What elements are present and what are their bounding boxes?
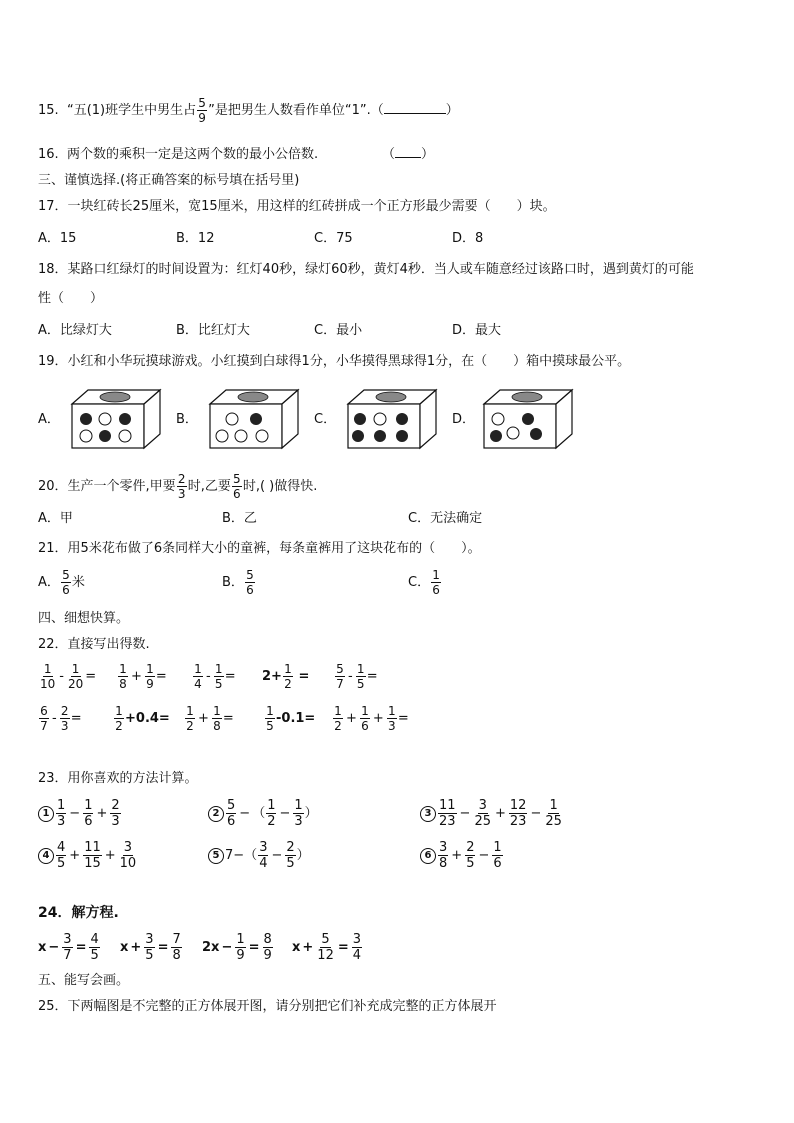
answer-blank[interactable] bbox=[395, 157, 421, 158]
q19-label-d[interactable]: D． bbox=[452, 412, 476, 427]
q20-option-a[interactable]: A．甲 bbox=[38, 511, 73, 526]
section-3-heading: 三、谨慎选择.(将正确答案的标号填在括号里) bbox=[38, 173, 300, 188]
q22-expr-1: $\frac{1}{10}$ - $\frac{1}{20}$ = bbox=[40, 662, 97, 691]
q24-eq-3: 2x − $\frac{1}{9}$ = $\frac{8}{9}$ bbox=[202, 932, 272, 963]
q18-option-b[interactable]: B．比红灯大 bbox=[176, 323, 250, 338]
q21: 21．用5米花布做了6条同样大小的童裤，每条童裤用了这块花布的（ ）。 bbox=[38, 541, 481, 556]
q20-option-b[interactable]: B．乙 bbox=[222, 511, 257, 526]
q24-eq-1: x − $\frac{3}{7}$ = $\frac{4}{5}$ bbox=[38, 932, 99, 963]
q24-eq-4: x + $\frac{5}{12}$ = $\frac{3}{4}$ bbox=[292, 932, 362, 963]
q17-option-a[interactable]: A．15 bbox=[38, 231, 77, 246]
q21-option-a[interactable]: A． $\frac{5}{6}$ 米 bbox=[38, 568, 85, 597]
q23-expr-3: 3 $\frac{11}{23}$ − $\frac{3}{25}$ + $\frac{12}{23}$ − $\frac{1}{25}$ bbox=[420, 798, 564, 829]
q22-expr-5: $\frac{5}{7}$ - $\frac{1}{5}$ = bbox=[336, 662, 378, 691]
q23: 23．用你喜欢的方法计算。 bbox=[38, 771, 198, 786]
q16: 16. 两个数的乘积一定是这两个数的最小公倍数. （ ） bbox=[38, 147, 435, 162]
answer-blank[interactable] bbox=[384, 113, 446, 114]
ball-box-a-icon bbox=[68, 386, 162, 450]
ball-box-d-icon bbox=[480, 386, 574, 450]
section-5-heading: 五、能写会画。 bbox=[38, 973, 130, 988]
ball-box-c-icon bbox=[344, 386, 438, 450]
q25: 25．下两幅图是不完整的正方体展开图，请分别把它们补充成完整的正方体展开 bbox=[38, 999, 497, 1014]
q18-option-c[interactable]: C．最小 bbox=[314, 323, 363, 338]
q22-expr-6: $\frac{6}{7}$ - $\frac{2}{3}$ = bbox=[40, 704, 82, 733]
q17-option-c[interactable]: C．75 bbox=[314, 231, 353, 246]
q22-expr-4: 2+ $\frac{1}{2}$ = bbox=[262, 662, 310, 691]
q15: 15. “五(1)班学生中男生占 $\frac{5}{9}$ ”是把男生人数看作单位“1”.（ ） bbox=[38, 96, 459, 125]
q22-expr-8: $\frac{1}{2}$ + $\frac{1}{8}$ = bbox=[186, 704, 234, 733]
q22-expr-9: $\frac{1}{5}$ -0.1= bbox=[266, 704, 316, 733]
q21-option-c[interactable]: C． $\frac{1}{6}$ bbox=[408, 568, 440, 597]
q24: 24．解方程. bbox=[38, 905, 119, 921]
q23-expr-4: 4 $\frac{4}{5}$ + $\frac{11}{15}$ + $\frac{3}{10}$ bbox=[38, 840, 138, 871]
q23-expr-2: 2 $\frac{5}{6}$ − （ $\frac{1}{2}$ − $\frac{1}{3}$ ） bbox=[208, 798, 318, 829]
q22-expr-7: $\frac{1}{2}$ +0.4= bbox=[115, 704, 170, 733]
section-4-heading: 四、细想快算。 bbox=[38, 611, 130, 626]
q19: 19．小红和小华玩摸球游戏。小红摸到白球得1分，小华摸得黑球得1分，在（ ）箱中摸球最公平。 bbox=[38, 354, 631, 369]
q22-expr-3: $\frac{1}{4}$ - $\frac{1}{5}$ = bbox=[194, 662, 236, 691]
q22: 22．直接写出得数. bbox=[38, 637, 150, 652]
q17-option-d[interactable]: D．8 bbox=[452, 231, 484, 246]
q18-option-d[interactable]: D．最大 bbox=[452, 323, 502, 338]
q18-line1: 18．某路口红绿灯的时间设置为：红灯40秒，绿灯60秒，黄灯4秒．当人或车随意经过该路口时，遇到黄灯的可能 bbox=[38, 262, 694, 277]
q19-label-a[interactable]: A． bbox=[38, 412, 60, 427]
q17: 17．一块红砖长25厘米，宽15厘米，用这样的红砖拼成一个正方形最少需要（ ）块。 bbox=[38, 199, 556, 214]
q22-expr-2: $\frac{1}{8}$ + $\frac{1}{9}$ = bbox=[119, 662, 167, 691]
q21-option-b[interactable]: B． $\frac{5}{6}$ bbox=[222, 568, 254, 597]
q23-expr-1: 1 $\frac{1}{3}$ − $\frac{1}{6}$ + $\frac{2}{3}$ bbox=[38, 798, 122, 829]
q24-eq-2: x + $\frac{3}{5}$ = $\frac{7}{8}$ bbox=[120, 932, 181, 963]
ball-box-b-icon bbox=[206, 386, 300, 450]
q20: 20．生产一个零件,甲要 $\frac{2}{3}$ 时,乙要 $\frac{5}{6}$ 时,( )做得快. bbox=[38, 472, 318, 501]
q20-option-c[interactable]: C．无法确定 bbox=[408, 511, 483, 526]
q23-expr-5: 5 7− （ $\frac{3}{4}$ − $\frac{2}{5}$ ） bbox=[208, 840, 310, 871]
q19-label-b[interactable]: B． bbox=[176, 412, 198, 427]
q18-line2: 性（ ） bbox=[38, 291, 104, 306]
q19-label-c[interactable]: C． bbox=[314, 412, 337, 427]
q23-expr-6: 6 $\frac{3}{8}$ + $\frac{2}{5}$ − $\frac{1}{6}$ bbox=[420, 840, 504, 871]
q22-expr-10: $\frac{1}{2}$ + $\frac{1}{6}$ + $\frac{1}{3}$ = bbox=[334, 704, 409, 733]
q17-option-b[interactable]: B．12 bbox=[176, 231, 215, 246]
q18-option-a[interactable]: A．比绿灯大 bbox=[38, 323, 112, 338]
